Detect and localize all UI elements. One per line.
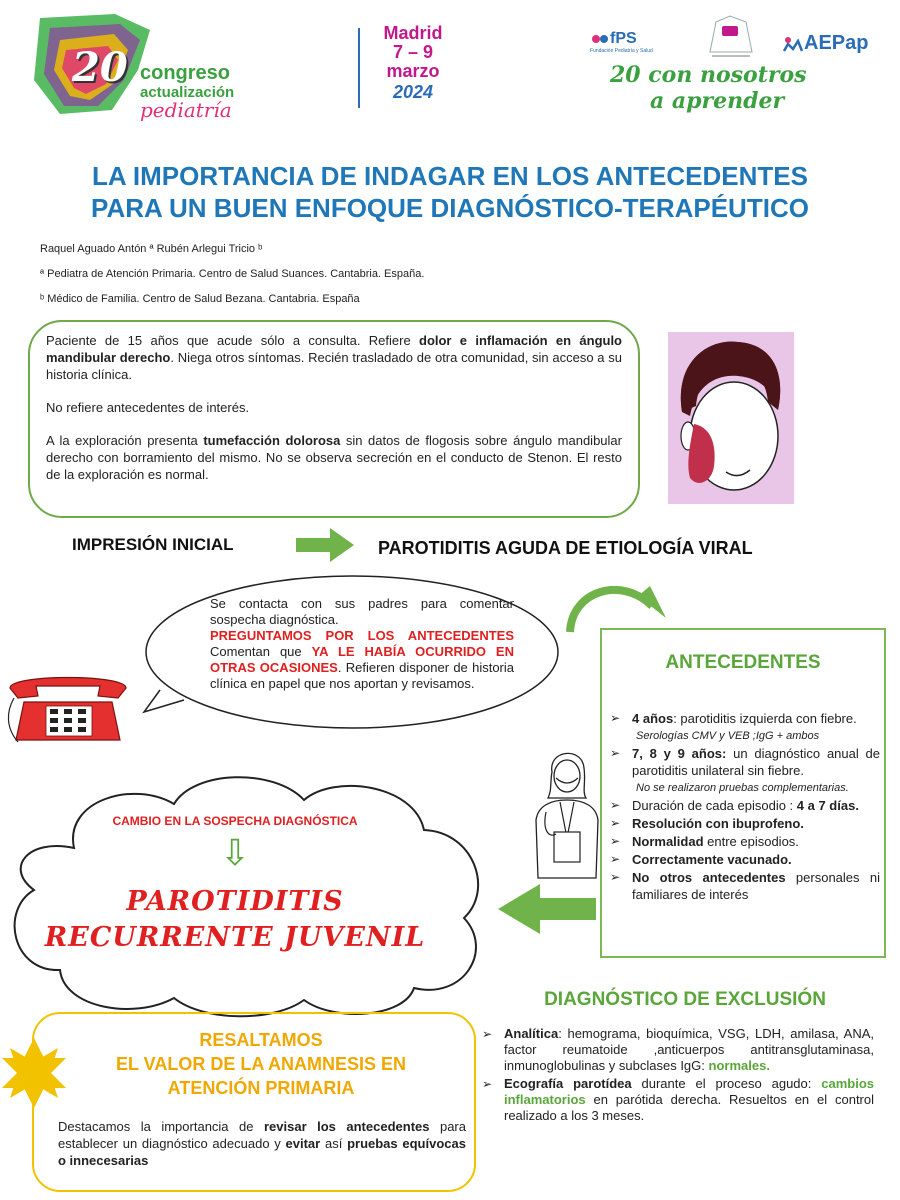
list-item <box>608 833 880 850</box>
patient-face-illustration <box>668 332 794 504</box>
aepap-figure-icon <box>782 35 804 53</box>
res-text-f: pruebas equívocas o innecesarias <box>58 1136 466 1168</box>
doctor-illustration <box>526 742 606 887</box>
authors-line: Raquel Aguado Antón ª Rubén Arlegui Tricio ᵇ <box>40 243 263 255</box>
fps-heart-icon <box>590 31 610 47</box>
res-text-b: revisar los antecedentes <box>263 1119 430 1134</box>
affiliation-b: ᵇ Médico de Familia. Centro de Salud Bezana. Cantabria. España <box>40 293 360 305</box>
slogan-line1: 20 con nosotros <box>610 62 807 88</box>
ant-item5-text: entre episodios. <box>703 834 799 849</box>
case-p3-bold: tumefacción dolorosa <box>203 433 341 448</box>
event-days: 7 – 9 <box>392 42 434 62</box>
list-item <box>608 745 880 779</box>
resaltamos-title-line1: RESALTAMOS <box>199 1030 323 1050</box>
ant-item3-bold: 4 a 7 días. <box>796 798 859 813</box>
congress-number: 20 <box>72 44 128 91</box>
speech-text-connector: Comentan que <box>210 644 312 659</box>
right-arrow-icon <box>296 528 356 562</box>
back-arrow <box>494 884 598 939</box>
affiliation-a: ª Pediatra de Atención Primaria. Centro de Salud Suances. Cantabria. España. <box>40 268 425 280</box>
star-decoration <box>0 1036 68 1115</box>
sponsor-aepap-logo <box>782 32 868 55</box>
ant-item5-bold: Normalidad <box>632 834 704 849</box>
ant-item2-bold: 7, 8 y 9 años: <box>632 746 727 761</box>
slogan <box>610 62 880 114</box>
speech-text-intro: Se contacta con sus padres para comentar sospecha diagnóstica. <box>210 596 514 627</box>
ant-item7-bold: No otros antecedentes <box>632 870 786 885</box>
case-p3-text2: sin datos de flogosis sobre ángulo mandibular derecho con borramiento del mismo. No se observa secreción en el conducto de Stenon. El resto de la exploración es normal. <box>46 433 622 482</box>
aepap-emblem-icon <box>700 12 760 58</box>
ant-item2-text: un diagnóstico anual de parotiditis unilateral sin fiebre. <box>632 746 880 778</box>
case-p3-text: A la exploración presenta <box>46 433 204 448</box>
res-text-e: así <box>320 1136 348 1151</box>
case-p1-text: Paciente de 15 años que acude sólo a consulta. Refiere <box>46 333 419 348</box>
cloud-down-arrow: ⇩ <box>219 832 251 873</box>
telephone-icon <box>6 668 130 748</box>
resaltamos-title-line2: EL VALOR DE LA ANAMNESIS EN <box>115 1054 407 1074</box>
star-icon <box>0 1036 68 1110</box>
resaltamos-title-line3: ATENCIÓN PRIMARIA <box>167 1078 355 1098</box>
list-item <box>482 1076 874 1124</box>
final-diagnosis <box>30 884 440 956</box>
sponsor-aepap-name: AEPap <box>804 32 869 54</box>
congress-line3: pediatría <box>140 98 232 122</box>
diag-item2-text: durante el proceso agudo: <box>631 1076 822 1091</box>
ant-item4-bold: Resolución con ibuprofeno. <box>632 816 804 831</box>
final-diagnosis-line1: PAROTIDITIS <box>126 886 344 917</box>
event-month: marzo <box>386 61 440 81</box>
sponsor-aepap-emblem <box>700 12 760 58</box>
page-title <box>25 160 875 224</box>
antecedentes-list <box>608 710 880 904</box>
diag-item2-text2: en parótida derecha. Resueltos en el control realizado a los 3 meses. <box>504 1092 874 1123</box>
impression-arrow <box>296 528 356 567</box>
diag-item1-bold: Analítica <box>504 1026 559 1041</box>
diag-item1-green: normales. <box>708 1058 770 1073</box>
case-paragraph-3 <box>46 432 622 483</box>
ant-item1-note: Serologías CMV y VEB ;IgG + ambos <box>636 730 820 742</box>
list-item <box>482 1026 874 1074</box>
telephone-illustration <box>6 668 130 753</box>
event-year: 2024 <box>392 82 434 102</box>
left-arrow-icon <box>494 884 598 934</box>
res-text-d: evitar <box>285 1136 321 1151</box>
ant-item6-bold: Correctamente vacunado. <box>632 852 792 867</box>
header-divider <box>358 28 360 108</box>
ant-item3-text: Duración de cada episodio : <box>632 798 797 813</box>
congress-line2: actualización <box>140 84 235 101</box>
congress-logo <box>20 10 260 122</box>
list-item <box>608 797 880 814</box>
page-title-line2: PARA UN BUEN ENFOQUE DIAGNÓSTICO-TERAPÉUTICO <box>91 193 809 223</box>
sponsor-fps-name: fPS <box>610 30 637 47</box>
ant-item1-bold: 4 años <box>632 711 674 726</box>
resaltamos-text <box>58 1118 466 1169</box>
sponsor-fps-logo <box>590 30 680 54</box>
speech-text <box>210 596 514 692</box>
ant-item2-note: No se realizaron pruebas complementarias. <box>636 782 849 794</box>
res-text-a: Destacamos la importancia de <box>58 1119 264 1134</box>
cloud-subtitle: CAMBIO EN LA SOSPECHA DIAGNÓSTICA <box>112 814 358 828</box>
slogan-line2: a aprender <box>650 88 785 114</box>
ant-item1-text: : parotiditis izquierda con fiebre. <box>673 711 857 726</box>
speech-text-end: . Refieren disponer de historia clínica en papel que nos aportan y revisamos. <box>210 660 514 691</box>
case-paragraph-1 <box>46 332 622 383</box>
diag-item2-green: cambios inflamatorios <box>504 1076 874 1107</box>
list-item <box>608 815 880 832</box>
res-text-c: para establecer un diagnóstico adecuado y <box>58 1119 466 1151</box>
page-title-line1: LA IMPORTANCIA DE INDAGAR EN LOS ANTECEDENTES <box>92 161 808 191</box>
diagnostico-title: DIAGNÓSTICO DE EXCLUSIÓN <box>544 989 826 1010</box>
diag-item2-bold: Ecografía parotídea <box>504 1076 632 1091</box>
ant-item7-text: personales ni familiares de interés <box>632 870 880 902</box>
final-diagnosis-line2: RECURRENTE JUVENIL <box>44 922 426 953</box>
list-item <box>608 869 880 903</box>
case-paragraph-2: No refiere antecedentes de interés. <box>46 400 250 415</box>
case-description-box <box>28 320 640 518</box>
list-item <box>608 851 880 868</box>
speech-text-question: PREGUNTAMOS POR LOS ANTECEDENTES <box>210 628 514 643</box>
case-p1-text2: . Niega otros síntomas. Recién trasladado de otra comunidad, sin acceso a su historia clínica. <box>46 350 622 382</box>
resaltamos-title <box>60 1028 462 1100</box>
event-dates <box>368 24 458 103</box>
diag-item1-text: : hemograma, bioquímica, VSG, LDH, amilasa, ANA, factor reumatoide ,anticuerpos antitransglutaminasa, inmunoglobulinas y subclases IgG: <box>504 1026 874 1073</box>
list-item <box>608 710 880 727</box>
event-city: Madrid <box>383 23 443 43</box>
impression-value: PAROTIDITIS AGUDA DE ETIOLOGÍA VIRAL <box>378 538 753 558</box>
antecedentes-title: ANTECEDENTES <box>665 652 821 673</box>
child-face-icon <box>668 332 794 504</box>
case-p1-bold: dolor e inflamación en ángulo mandibular derecho <box>46 333 623 365</box>
diagnostico-list <box>482 1026 874 1126</box>
impression-label: IMPRESIÓN INICIAL <box>72 535 234 554</box>
curved-arrow-icon <box>562 576 672 636</box>
speech-text-finding: YA LE HABÍA OCURRIDO EN OTRAS OCASIONES <box>210 644 514 675</box>
congress-word: congreso <box>140 62 231 84</box>
doctor-icon <box>526 742 606 882</box>
sponsor-fps-sub: Fundación Pediatría y Salud <box>590 48 653 54</box>
